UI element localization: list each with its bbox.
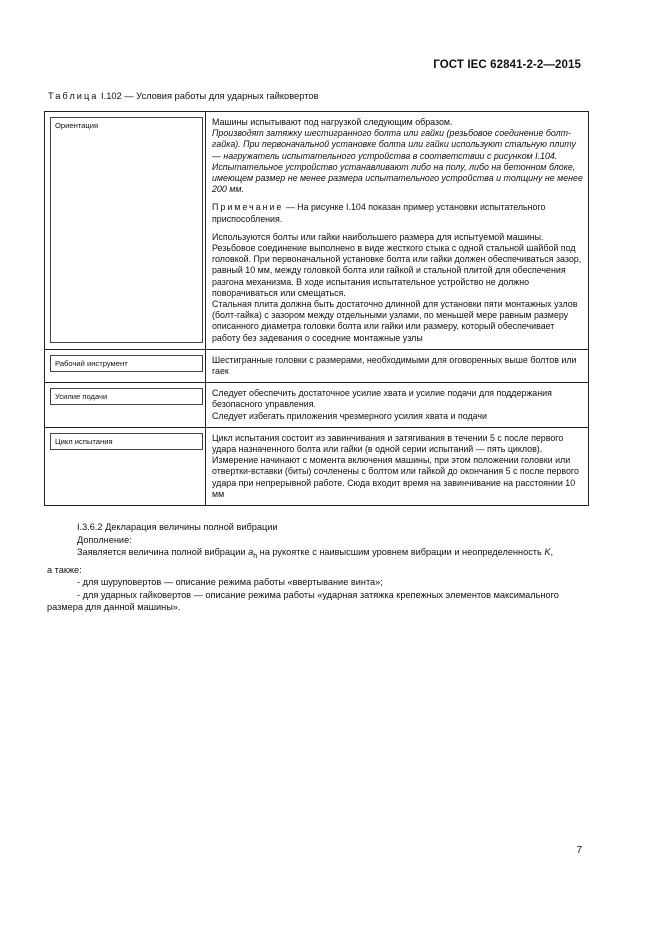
standard-designation: ГОСТ IEC 62841-2-2—2015 xyxy=(433,59,581,71)
declaration-text-c: , xyxy=(550,547,554,558)
table-content-cell xyxy=(206,112,589,350)
tool-text: Шестигранные головки с размерами, необходимыми для оговоренных выше болтов или гаек xyxy=(212,354,577,377)
table-label-cell xyxy=(45,112,206,350)
orientation-text-4: Стальная плита должна быть достаточно длинной для установки пяти монтажных узлов (болт-гайка) с зазором между отдельными узлами, по меньшей мере равным размеру описанного диаметра головки болта или гайки или размеру, который обеспечивает работу без задевания о соседние монтажные узлы xyxy=(212,299,578,343)
bullet-impact-wrenches: - для ударных гайковертов — описание режима работы «ударная затяжка крепежных элементов максимального размера для данной машины». xyxy=(47,589,559,613)
also-line: а также: xyxy=(47,564,82,575)
page-number: 7 xyxy=(576,845,582,856)
table-caption-prefix: Таблица xyxy=(48,91,99,101)
body-text xyxy=(47,521,582,614)
row-label-test-cycle: Цикл испытания xyxy=(50,433,203,450)
test-cycle-text-2: Измерение начинают с момента включения машины, при этом положении головки или отвертки-вставки (биты) сочленены с болтом или гайкой до окончания 5 с после первого удара при непрерывной работе. Сюда входит время на завинчивание на расстоянии 10 мм xyxy=(212,455,579,499)
table-caption-title: I.102 — Условия работы для ударных гайковертов xyxy=(98,91,319,101)
table-row xyxy=(45,383,589,428)
table-label-cell xyxy=(45,427,206,505)
row-label-feed-force: Усилие подачи xyxy=(50,388,203,405)
table-row xyxy=(45,112,589,350)
addition-label: Дополнение: xyxy=(77,534,132,545)
table-row xyxy=(45,349,589,382)
feed-force-text-1: Следует обеспечить достаточное усилие хвата и усилие подачи для поддержания безопасного управления. xyxy=(212,388,552,410)
conditions-table xyxy=(44,111,589,506)
section-heading: I.3.6.2 Декларация величины полной вибрации xyxy=(77,522,278,532)
table-label-cell xyxy=(45,383,206,428)
table-row xyxy=(45,427,589,505)
orientation-text-2: Производят затяжку шестигранного болта или гайки (резьбовое соединение болт-гайка). При первоначальной установке болта или гайки используют стальную плиту — нагружатель испытательного устройства в соответствии с рисунком I.104. Испытательное устройство устанавливают либо на полу, либо на бетонном блоке, имеющем размер не менее размера испытательного устройства и толщину не менее 200 мм. xyxy=(212,128,583,195)
orientation-text-1: Машины испытывают под нагрузкой следующим образом. xyxy=(212,117,453,127)
note-heading: Примечание xyxy=(212,202,284,213)
row-label-tool: Рабочий инструмент xyxy=(50,355,203,372)
symbol-subscript: h xyxy=(253,553,258,561)
declaration-text-a: Заявляется величина полной вибрации xyxy=(77,547,249,558)
feed-force-text-2: Следует избегать приложения чрезмерного усилия хвата и подачи xyxy=(212,410,488,421)
note-text: — На рисунке I.104 показан пример установки испытательного приспособления. xyxy=(212,202,546,224)
symbol-k: K xyxy=(544,547,551,558)
test-cycle-text-1: Цикл испытания состоит из завинчивания и затягивания в течении 5 с после первого удара назначенного болта или гайки (в одной серии испытаний — пять циклов). xyxy=(212,432,564,455)
table-caption xyxy=(48,91,318,101)
row-label-orientation: Ориентация xyxy=(50,117,203,343)
symbol-a: a xyxy=(248,547,254,558)
table-label-cell xyxy=(45,349,206,382)
bullet-screwdrivers: - для шуруповертов — описание режима работы «ввертывание винта»; xyxy=(77,577,383,588)
declaration-paragraph xyxy=(47,546,582,563)
table-content-cell xyxy=(206,383,589,428)
orientation-note xyxy=(212,202,584,224)
table-content-cell xyxy=(206,427,589,505)
declaration-text-b: на рукоятке с наивысшим уровнем вибрации и неопределенность xyxy=(257,547,545,558)
table-content-cell xyxy=(206,349,589,382)
orientation-text-3: Используются болты или гайки наибольшего размера для испытуемой машины. Резьбовое соединение выполнено в виде жесткого стыка с одной стальной шайбой под головкой. При первоначальной установке болта или гайки должен обеспечиваться зазор, равный 10 мм, между головкой болта или гайкой и стальной плитой для обеспечения разгона механизма. В ходе испытания испытательное устройство не должно поворачиваться или смещаться. xyxy=(212,231,582,298)
